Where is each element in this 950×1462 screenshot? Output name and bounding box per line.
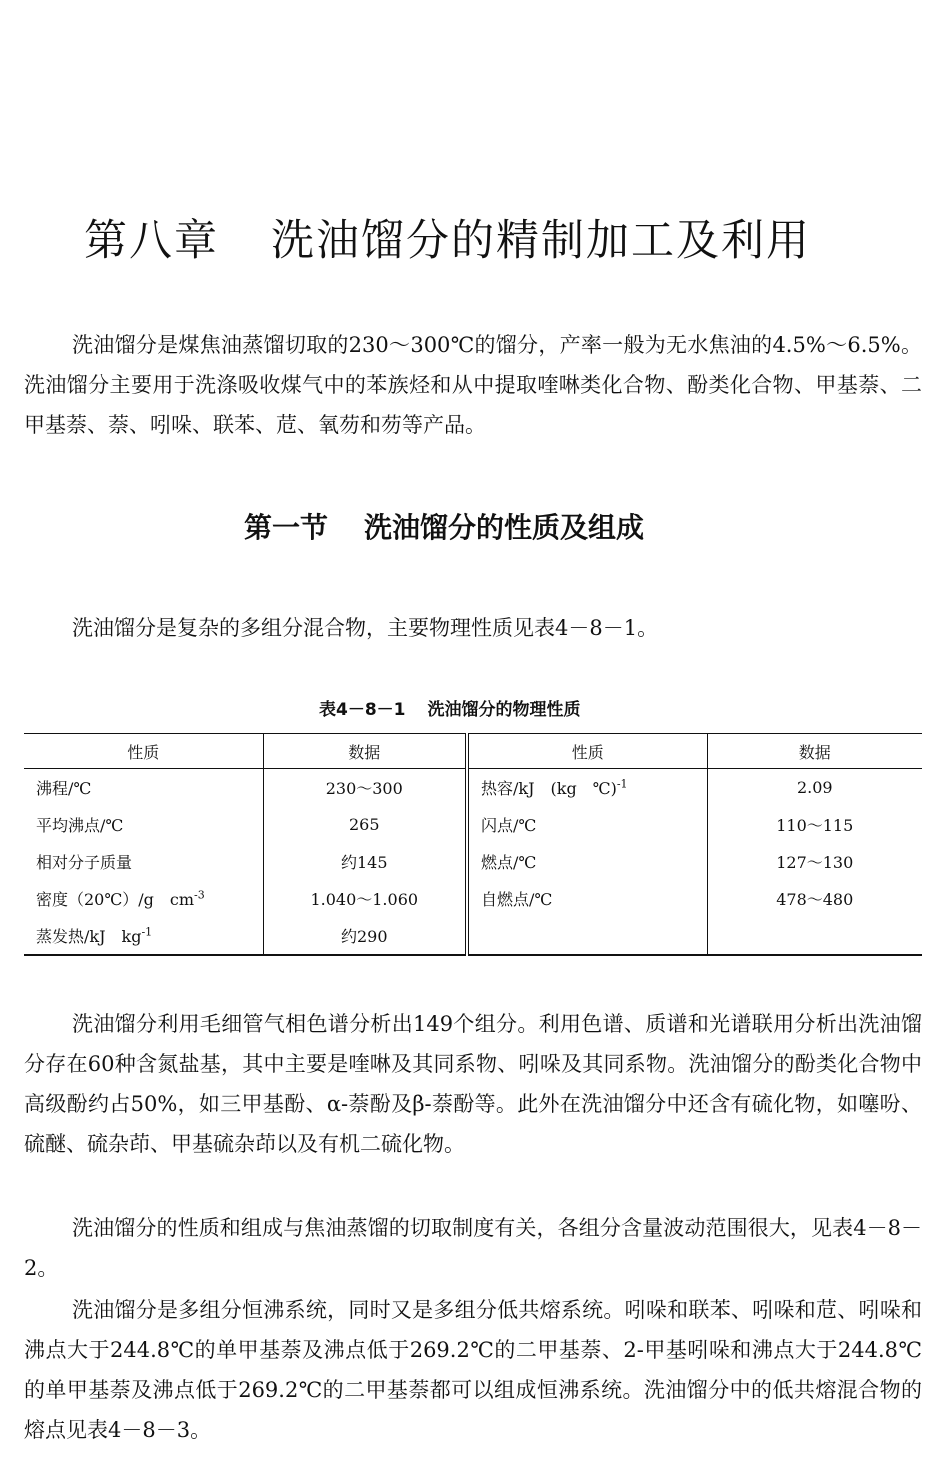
properties-table bbox=[24, 733, 922, 956]
cell-superscript: -1 bbox=[141, 925, 153, 939]
section-title bbox=[244, 506, 744, 546]
table-header-cell: 性质 bbox=[24, 734, 263, 769]
table-header-cell: 性质 bbox=[467, 734, 707, 769]
table-cell: 127～130 bbox=[707, 843, 922, 880]
section-intro-paragraph: 洗油馏分是复杂的多组分混合物，主要物理性质见表4－8－1。 bbox=[72, 616, 659, 640]
table-caption-number: 表4－8－1 bbox=[319, 700, 406, 720]
table-row bbox=[24, 880, 922, 917]
cell-text: 密度（20℃）/g cm bbox=[36, 890, 195, 909]
chapter-number: 第八章 bbox=[84, 215, 219, 266]
table-cell bbox=[707, 917, 922, 955]
table-row bbox=[24, 843, 922, 880]
body-paragraph: 洗油馏分的性质和组成与焦油蒸馏的切取制度有关，各组分含量波动范围很大，见表4－8－2。 bbox=[24, 1216, 922, 1280]
table-cell: 110～115 bbox=[707, 806, 922, 843]
table-cell: 2.09 bbox=[707, 769, 922, 807]
table-cell: 闪点/℃ bbox=[467, 806, 707, 843]
intro-paragraph: 洗油馏分是煤焦油蒸馏切取的230～300℃的馏分，产率一般为无水焦油的4.5%～6.5%。洗油馏分主要用于洗涤吸收煤气中的苯族烃和从中提取喹啉类化合物、酚类化合物、甲基萘、二甲基萘、萘、吲哚、联苯、苊、氧芴和芴等产品。 bbox=[24, 333, 922, 437]
table-header-row bbox=[24, 734, 922, 769]
table-row bbox=[24, 806, 922, 843]
table-cell: 265 bbox=[263, 806, 467, 843]
table-cell bbox=[467, 917, 707, 955]
table-cell: 自燃点/℃ bbox=[467, 880, 707, 917]
table-cell: 1.040～1.060 bbox=[263, 880, 467, 917]
table-cell: 沸程/℃ bbox=[36, 779, 92, 798]
table-cell: 平均沸点/℃ bbox=[36, 816, 124, 835]
cell-text: 蒸发热/kJ kg bbox=[36, 927, 142, 946]
table-header-cell: 数据 bbox=[263, 734, 467, 769]
table-cell: 燃点/℃ bbox=[467, 843, 707, 880]
table-row bbox=[24, 917, 922, 955]
table-cell bbox=[467, 769, 707, 807]
table-header-cell: 数据 bbox=[707, 734, 922, 769]
table-cell bbox=[24, 917, 263, 955]
table-cell: 约145 bbox=[263, 843, 467, 880]
table-cell: 478～480 bbox=[707, 880, 922, 917]
section-title-text: 洗油馏分的性质及组成 bbox=[364, 511, 645, 544]
table-cell: 相对分子质量 bbox=[36, 853, 133, 872]
body-paragraph: 洗油馏分是多组分恒沸系统，同时又是多组分低共熔系统。吲哚和联苯、吲哚和苊、吲哚和沸点大于244.8℃的单甲基萘及沸点低于269.2℃的二甲基萘、2-甲基吲哚和沸点大于244.8℃的单甲基萘及沸点低于269.2℃的二甲基萘都可以组成恒沸系统。洗油馏分中的低共熔混合物的熔点见表4－8－3。 bbox=[24, 1298, 922, 1442]
section-number: 第一节 bbox=[244, 511, 329, 544]
table-cell: 230～300 bbox=[263, 769, 467, 807]
table-cell: 约290 bbox=[263, 917, 467, 955]
table-row bbox=[24, 769, 922, 807]
chapter-title bbox=[84, 207, 884, 268]
table-caption-title: 洗油馏分的物理性质 bbox=[427, 700, 581, 720]
table-cell bbox=[24, 880, 263, 917]
chapter-title-text: 洗油馏分的精制加工及利用 bbox=[271, 215, 811, 266]
cell-superscript: -1 bbox=[616, 777, 628, 791]
cell-text: 热容/kJ (kg ℃) bbox=[481, 779, 617, 798]
body-paragraph: 洗油馏分利用毛细管气相色谱分析出149个组分。利用色谱、质谱和光谱联用分析出洗油馏分存在60种含氮盐基，其中主要是喹啉及其同系物、吲哚及其同系物。洗油馏分的酚类化合物中高级酚约占50%，如三甲基酚、α-萘酚及β-萘酚等。此外在洗油馏分中还含有硫化物，如噻吩、硫醚、硫杂茚、甲基硫杂茚以及有机二硫化物。 bbox=[24, 1012, 922, 1156]
cell-superscript: -3 bbox=[194, 888, 205, 902]
table-caption bbox=[319, 695, 719, 720]
